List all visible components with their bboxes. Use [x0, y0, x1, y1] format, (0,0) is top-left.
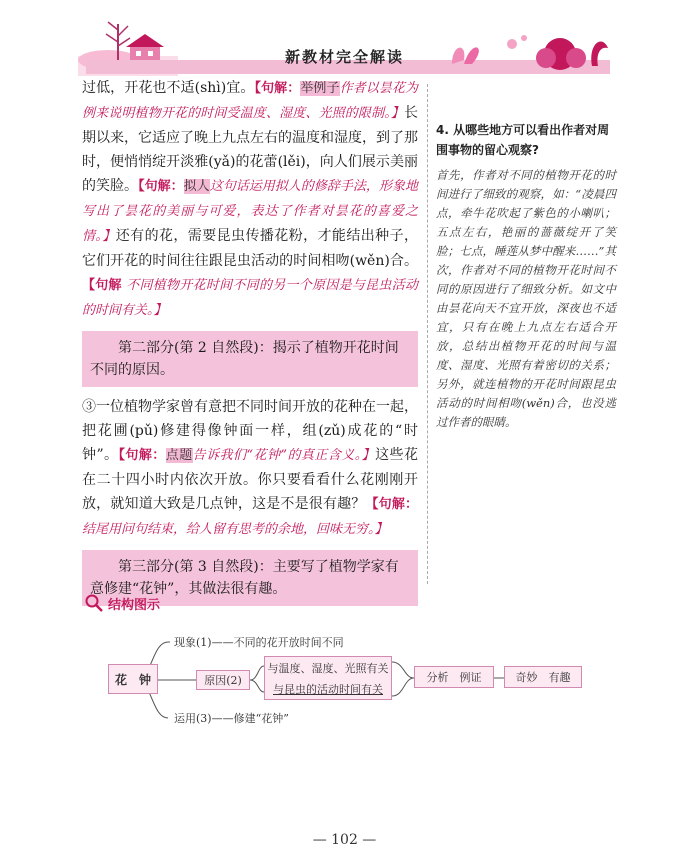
- sentence-note: 这句话运用拟人的修辞手法，形象地写出了昙花的美丽与可爱，表达了作者对昙花的喜爱之情。】: [82, 179, 418, 244]
- note-tag: 【句解：点题: [118, 448, 193, 463]
- sentence-note: 不同植物开花时间不同的另一个原因是与昆虫活动的时间有关。】: [82, 278, 418, 318]
- main-text-column: [82, 76, 418, 614]
- note-tag: 【句解：拟人: [138, 179, 210, 194]
- part-summary-2: 第二部分(第 2 自然段)：揭示了植物开花时间不同的原因。: [82, 331, 418, 387]
- note-highlight: 拟人: [183, 179, 210, 194]
- structure-section-title: [84, 592, 160, 614]
- question-column: [436, 120, 616, 432]
- text-run: 长期以来，它适应了晚上九点左右的温度和湿度，到了那时，便悄悄绽开淡雅(yǎ)的花蕾(lěi)，向人们展示美丽的笑脸。: [82, 105, 418, 194]
- diagram-branch-phenomenon: 现象(1)——不同的花开放时间不同: [174, 636, 344, 649]
- diagram-reason-group: [264, 656, 392, 700]
- magnifier-icon: [84, 593, 104, 613]
- part-summary-3: 第三部分(第 3 自然段)：主要写了植物学家有意修建“花钟”，其做法很有趣。: [82, 550, 418, 606]
- diagram-branch-reason: 原因(2): [196, 670, 250, 690]
- page-title: 新教材完全解读: [284, 48, 404, 66]
- text-run: ③一位植物学家曾有意把不同时间开放的花种在一起，把花圃(pǔ)修建得像钟面一样，组(zǔ)成花的“时钟”。: [82, 399, 418, 463]
- flower-decoration: [442, 24, 612, 76]
- diagram-root-node: 花 钟: [108, 664, 158, 694]
- sentence-note: 告诉我们“花钟”的真正含义。】: [192, 448, 376, 463]
- note-tag: 【句解：: [365, 497, 418, 512]
- page-number: — 102 —: [312, 832, 377, 848]
- diagram-analysis-node: 分析 例证: [414, 666, 494, 688]
- question-answer: 首先，作者对不同的植物开花的时间进行了细致的观察，如：“凌晨四点，牵牛花吹起了紫色的小喇叭；五点左右，艳丽的蔷薇绽开了笑脸；七点，睡莲从梦中醒来……”其次，作者对不同的植物开花时间不同的原因进行了细致分析。如文中由昙花向天不宜开放，深夜也不适宜，只有在晚上九点左右适合开放，总结出植物开花的时间与温度、湿度、光照有着密切的关系；另外，就连植物的开花时间跟昆虫活动的时间相吻(wěn)合，也没逃过作者的眼睛。: [436, 168, 616, 429]
- diagram-branch-application: 运用(3)——修建“花钟”: [174, 712, 289, 725]
- note-tag: 【句解: [82, 278, 122, 293]
- note-highlight: 举例子: [300, 81, 340, 96]
- note-highlight: 点题: [165, 448, 193, 463]
- structure-title-label: 结构图示: [108, 597, 161, 613]
- note-tag: 【句解：举例子: [254, 81, 340, 96]
- text-run: 这些花在二十四小时内依次开放。你只要看看什么花刚刚开放，就知道大致是几点钟，这是不是很有趣？: [82, 447, 418, 512]
- column-divider: [427, 84, 428, 584]
- reason-item: 与温度、湿度、光照有关: [267, 661, 389, 675]
- text-run: 过低，开花也不适(shì)宜。: [82, 80, 255, 96]
- reason-item: 与昆虫的活动时间有关: [273, 682, 383, 696]
- question-title: 4. 从哪些地方可以看出作者对周围事物的留心观察?: [436, 123, 610, 157]
- text-run: 还有的花，需要昆虫传播花粉，才能结出种子，它们开花的时间往往跟昆虫活动的时间相吻(wěn)合。: [82, 228, 418, 269]
- paragraph-1: [82, 76, 418, 323]
- sentence-note: 结尾用问句结束，给人留有思考的余地，回味无穷。】: [82, 522, 388, 537]
- diagram-result-node: 奇妙 有趣: [504, 666, 582, 688]
- sentence-note: 作者以昙花为例来说明植物开花的时间受温度、湿度、光照的限制。】: [82, 81, 418, 121]
- structure-diagram: [90, 620, 610, 740]
- page-header: [0, 0, 689, 80]
- paragraph-3: [82, 395, 418, 542]
